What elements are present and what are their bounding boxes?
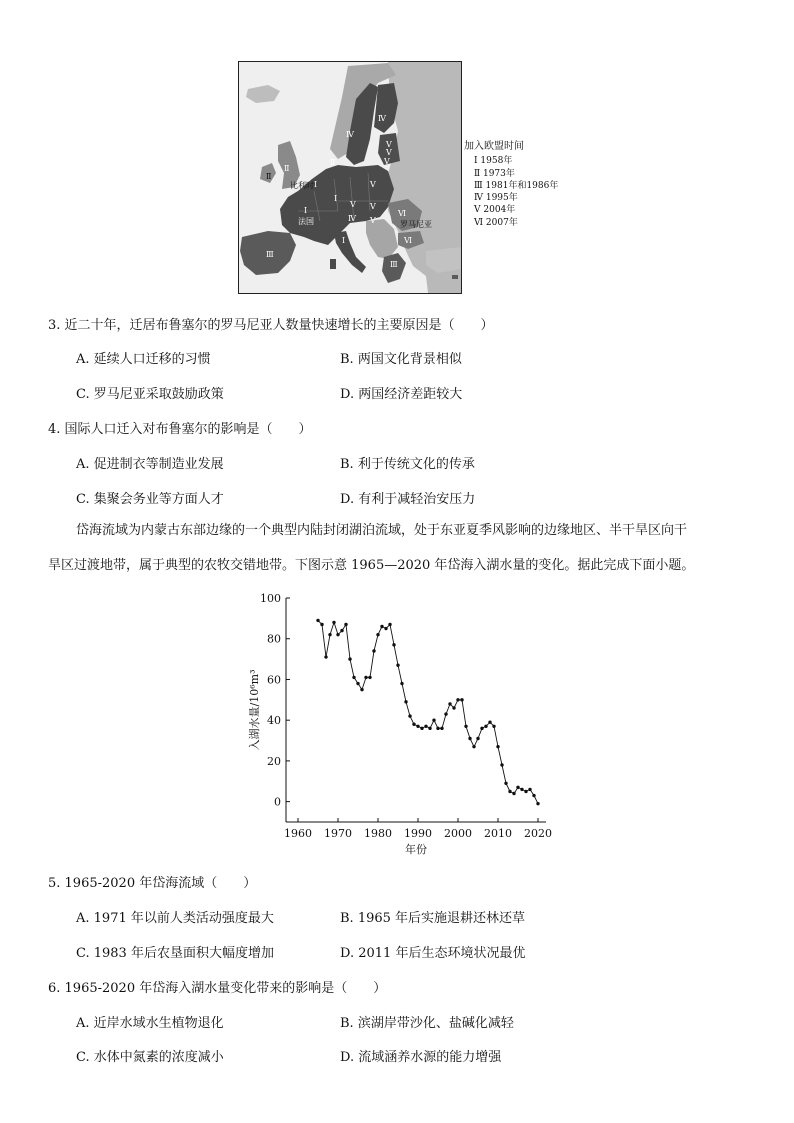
map-label-I-germany: Ⅰ [334, 194, 338, 203]
data-point [516, 786, 519, 789]
data-point [368, 676, 371, 679]
data-point [332, 621, 335, 624]
y-tick-label: 100 [260, 592, 281, 605]
map-label-V-estonia: Ⅴ [386, 140, 392, 149]
data-point [380, 625, 383, 628]
map-label-VI-bulgaria: Ⅵ [404, 236, 413, 245]
map-label-IV-finland: Ⅳ [378, 114, 386, 123]
data-point [536, 802, 539, 805]
question-4-stem: 4. 国际人口迁入对布鲁塞尔的影响是（ ） [48, 422, 312, 437]
data-point [320, 623, 323, 626]
data-point [316, 619, 319, 622]
question-5-stem: 5. 1965-2020 年岱海流域（ ） [48, 876, 257, 891]
legend-item-4: Ⅳ 1995年 [474, 193, 518, 204]
question-3-option-d[interactable]: D. 两国经济差距较大 [340, 387, 463, 402]
data-point [440, 727, 443, 730]
map-label-belgium: 比利时 [290, 181, 314, 190]
x-tick-label: 1980 [364, 827, 392, 840]
data-point [404, 700, 407, 703]
data-point [412, 723, 415, 726]
map-label-V-poland: Ⅴ [370, 180, 376, 189]
data-point [384, 627, 387, 630]
data-point [476, 737, 479, 740]
x-tick-label: 2010 [484, 827, 512, 840]
inflow-chart [244, 590, 564, 860]
question-4-option-d[interactable]: D. 有利于减轻治安压力 [340, 492, 476, 507]
data-point [444, 712, 447, 715]
y-tick-label: 20 [267, 754, 281, 768]
data-point [360, 688, 363, 691]
data-point [496, 745, 499, 748]
legend-item-2: Ⅱ 1973年 [474, 168, 515, 179]
x-tick-label: 2000 [444, 827, 472, 840]
data-point [472, 745, 475, 748]
data-point [416, 725, 419, 728]
data-point [324, 655, 327, 658]
y-tick-label: 40 [267, 714, 281, 728]
question-6-stem: 6. 1965-2020 年岱海入湖水量变化带来的影响是（ ） [48, 981, 387, 996]
map-label-V-lithuania: Ⅴ [384, 157, 390, 166]
y-tick-label: 0 [274, 795, 281, 809]
question-4-option-a[interactable]: A. 促进制衣等制造业发展 [76, 457, 224, 472]
data-point [348, 657, 351, 660]
data-point [488, 721, 491, 724]
map-label-II-uk: Ⅱ [284, 164, 290, 173]
data-point [336, 633, 339, 636]
question-6-option-c[interactable]: C. 水体中氮素的浓度减小 [76, 1050, 224, 1065]
inflow-chart-svg [244, 590, 564, 860]
question-3-stem: 3. 近二十年，迁居布鲁塞尔的罗马尼亚人数量快速增长的主要原因是（ ） [48, 318, 494, 333]
data-point [528, 788, 531, 791]
question-5-option-b[interactable]: B. 1965 年后实施退耕还林还草 [340, 911, 526, 926]
data-point [448, 702, 451, 705]
data-point [436, 727, 439, 730]
question-6-option-d[interactable]: D. 流域涵养水源的能力增强 [340, 1050, 502, 1065]
x-tick-label: 1990 [404, 827, 432, 840]
legend-title: 加入欧盟时间 [464, 141, 524, 152]
y-tick-label: 60 [267, 673, 281, 687]
inflow-series-line [318, 620, 538, 803]
data-point [452, 706, 455, 709]
cyprus-land [452, 275, 458, 279]
question-5-option-d[interactable]: D. 2011 年后生态环境状况最优 [340, 946, 526, 961]
data-point [512, 792, 515, 795]
data-point [500, 763, 503, 766]
data-point [340, 629, 343, 632]
y-axis-label: 入湖水量/10⁶m³ [248, 669, 261, 751]
data-point [352, 676, 355, 679]
data-point [364, 676, 367, 679]
map-label-III-spain: Ⅲ [266, 250, 274, 259]
question-3-option-c[interactable]: C. 罗马尼亚采取鼓励政策 [76, 387, 224, 402]
eu-map [238, 61, 462, 294]
data-point [532, 794, 535, 797]
map-label-I-italy: Ⅰ [342, 236, 346, 245]
data-point [420, 727, 423, 730]
data-point [524, 790, 527, 793]
passage-line-1: 岱海流域为内蒙古东部边缘的一个典型内陆封闭湖泊流域，处于东亚夏季风影响的边缘地区、半干旱区向干 [76, 523, 688, 538]
question-3-option-b[interactable]: B. 两国文化背景相似 [340, 352, 462, 367]
question-6-option-a[interactable]: A. 近岸水域水生植物退化 [76, 1016, 224, 1031]
data-point [424, 725, 427, 728]
data-point [392, 643, 395, 646]
map-label-I-france: Ⅰ [304, 206, 308, 215]
map-label-IV-austria: Ⅳ [348, 214, 356, 223]
map-label-V-hungary: Ⅴ [370, 216, 376, 225]
data-point [356, 682, 359, 685]
data-point [460, 698, 463, 701]
map-label-V-slovakia: Ⅴ [370, 202, 376, 211]
x-tick-label: 1960 [284, 827, 312, 840]
map-label-V-czechia: Ⅴ [350, 200, 356, 209]
map-label-IV-sweden: Ⅳ [346, 130, 354, 139]
sardinia-land [330, 259, 336, 269]
data-point [464, 725, 467, 728]
passage-line-2: 旱区过渡地带，属于典型的农牧交错地带。下图示意 1965—2020 年岱海入湖水量的变化。据此完成下面小题。 [48, 558, 695, 573]
data-point [468, 737, 471, 740]
data-point [484, 725, 487, 728]
question-5-option-c[interactable]: C. 1983 年后农垦面积大幅度增加 [76, 946, 274, 961]
data-point [480, 727, 483, 730]
question-5-option-a[interactable]: A. 1971 年以前人类活动强度最大 [76, 911, 274, 926]
legend-item-1: Ⅰ 1958年 [474, 156, 513, 167]
question-6-option-b[interactable]: B. 滨湖岸带沙化、盐碱化减轻 [340, 1016, 514, 1031]
map-label-II-ireland: Ⅱ [266, 172, 272, 181]
legend-item-5: Ⅴ 2004年 [474, 205, 516, 216]
data-point [372, 649, 375, 652]
map-label-V-latvia: Ⅴ [386, 148, 392, 157]
map-label-romania: 罗马尼亚 [400, 220, 432, 229]
map-label-france: 法国 [298, 217, 314, 226]
data-point [508, 790, 511, 793]
data-point [408, 714, 411, 717]
legend-item-3: Ⅲ 1981年和1986年 [474, 180, 559, 191]
map-label-I-netherlands: Ⅰ [314, 180, 318, 189]
x-tick-label: 2020 [524, 827, 552, 840]
data-point [432, 718, 435, 721]
map-label-II-denmark: Ⅱ [330, 158, 336, 167]
x-axis-label: 年份 [405, 843, 427, 856]
data-point [456, 698, 459, 701]
y-tick-label: 80 [267, 632, 281, 646]
question-4-option-b[interactable]: B. 利于传统文化的传承 [340, 457, 475, 472]
question-4-option-c[interactable]: C. 集聚会务业等方面人才 [76, 492, 224, 507]
data-point [388, 623, 391, 626]
legend-item-6: Ⅵ 2007年 [474, 217, 518, 228]
data-point [492, 725, 495, 728]
x-tick-label: 1970 [324, 827, 352, 840]
data-point [428, 727, 431, 730]
map-label-VI-romania: Ⅵ [398, 209, 407, 218]
data-point [376, 633, 379, 636]
data-point [396, 664, 399, 667]
data-point [400, 682, 403, 685]
data-point [328, 633, 331, 636]
data-point [504, 782, 507, 785]
data-point [520, 788, 523, 791]
map-legend [464, 141, 558, 229]
data-point [344, 623, 347, 626]
map-label-III-greece: Ⅲ [390, 260, 398, 269]
eu-map-figure [238, 61, 462, 294]
question-3-option-a[interactable]: A. 延续人口迁移的习惯 [76, 352, 211, 367]
